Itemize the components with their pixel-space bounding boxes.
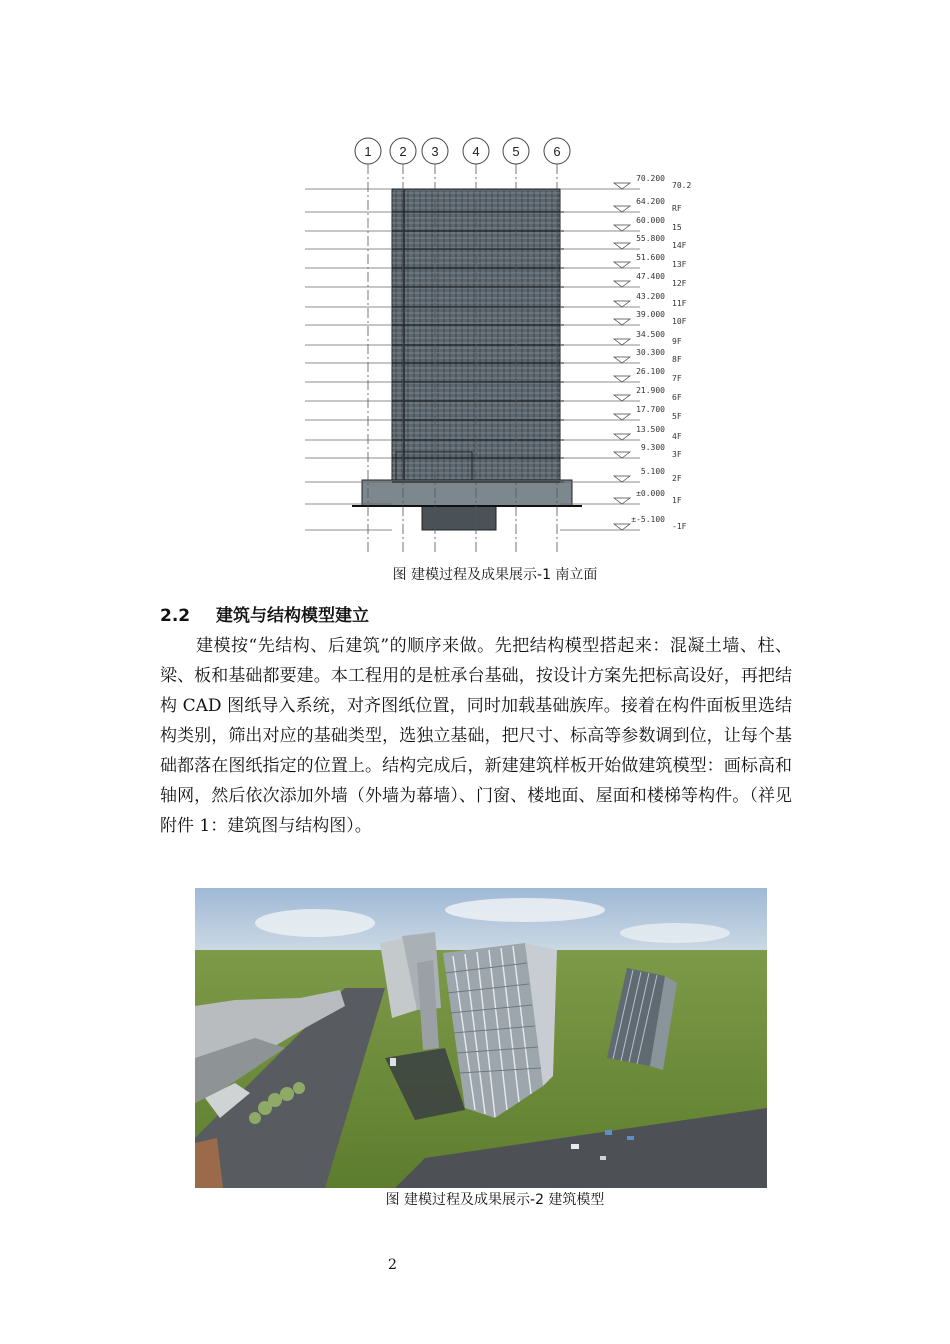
figure-2-caption: 图 建模过程及成果展示-2 建筑模型: [385, 1192, 605, 1208]
axis-label: 4: [472, 144, 480, 159]
level-elevation: ±0.000: [636, 489, 665, 498]
axis-label: 2: [399, 144, 407, 159]
level-marker: [614, 225, 630, 231]
level-elevation: 51.600: [636, 253, 665, 262]
level-elevation: 26.100: [636, 367, 665, 376]
level-marker: [614, 206, 630, 212]
level-name: 10F: [672, 317, 687, 326]
level-elevation: 70.200: [636, 174, 665, 183]
level-elevation: ±-5.100: [631, 515, 665, 524]
body-paragraph: 建模按“先结构、后建筑”的顺序来做。先把结构模型搭起来：混凝土墙、柱、梁、板和基础都要建。本工程用的是桩承台基础，按设计方案先把标高设好，再把结构 CAD 图纸导入系统，对齐图纸位置，同时加载基础族库。接着在构件面板里选结构类别，筛出对应的基础类型，选独立基础，把尺寸、标高等参数调到位，让每个基础都落在图纸指定的位置上。结构完成后，新建建筑样板开始做建筑模型：画标高和轴网，然后依次添加外墙（外墙为幕墙）、门窗、楼地面、屋面和楼梯等构件。（祥见附件 1：建筑图与结构图）。: [160, 636, 792, 836]
level-name: 6F: [672, 393, 682, 402]
level-name: 14F: [672, 241, 687, 250]
podium: [362, 480, 572, 506]
level-name: 3F: [672, 450, 682, 459]
basement-entrance: [422, 506, 496, 530]
level-elevation: 43.200: [636, 292, 665, 301]
level-elevation: 30.300: [636, 348, 665, 357]
level-name: 11F: [672, 299, 687, 308]
section-title: 建筑与结构模型建立: [216, 606, 369, 626]
level-marker: [614, 281, 630, 287]
level-name: 13F: [672, 260, 687, 269]
level-name: RF: [672, 204, 682, 213]
level-elevation: 60.000: [636, 216, 665, 225]
level-marker: [614, 414, 630, 420]
axis-label: 5: [512, 144, 520, 159]
level-elevation: 17.700: [636, 405, 665, 414]
section-heading: [160, 601, 369, 626]
level-marker: [614, 395, 630, 401]
level-elevation: 34.500: [636, 330, 665, 339]
level-elevation: 9.300: [640, 443, 665, 452]
level-elevation: 47.400: [636, 272, 665, 281]
level-elevation: 5.100: [640, 467, 665, 476]
level-name: 70.2: [672, 181, 692, 190]
level-name: 9F: [672, 337, 682, 346]
level-marker: [614, 357, 630, 363]
axis-label: 3: [431, 144, 439, 159]
level-elevation: 21.900: [636, 386, 665, 395]
level-name: 15: [672, 223, 682, 232]
level-marker: [614, 498, 630, 504]
level-name: 12F: [672, 279, 687, 288]
building-model-render: [195, 888, 767, 1188]
level-elevation: 13.500: [636, 425, 665, 434]
level-marker: [614, 243, 630, 249]
level-name: 8F: [672, 355, 682, 364]
level-elevation: 64.200: [636, 197, 665, 206]
level-marker: [614, 262, 630, 268]
level-marker: [614, 339, 630, 345]
level-name: 4F: [672, 432, 682, 441]
axis-label: 1: [364, 144, 372, 159]
level-marker: [614, 452, 630, 458]
level-name: 5F: [672, 412, 682, 421]
section-number: 2.2: [160, 606, 191, 626]
level-marker: [614, 301, 630, 307]
level-marker: [614, 376, 630, 382]
axis-label: 6: [553, 144, 561, 159]
level-elevation: 39.000: [636, 310, 665, 319]
page-number: 2: [388, 1257, 397, 1273]
level-name: -1F: [672, 522, 687, 531]
level-elevation: 55.800: [636, 234, 665, 243]
level-marker: [614, 434, 630, 440]
level-marker: [614, 524, 630, 530]
figure-1-caption: 图 建模过程及成果展示-1 南立面: [392, 567, 598, 583]
level-marker: [614, 476, 630, 482]
level-marker: [614, 183, 630, 189]
south-elevation-drawing: [300, 132, 700, 560]
level-name: 2F: [672, 474, 682, 483]
level-name: 7F: [672, 374, 682, 383]
level-marker: [614, 319, 630, 325]
level-name: 1F: [672, 496, 682, 505]
